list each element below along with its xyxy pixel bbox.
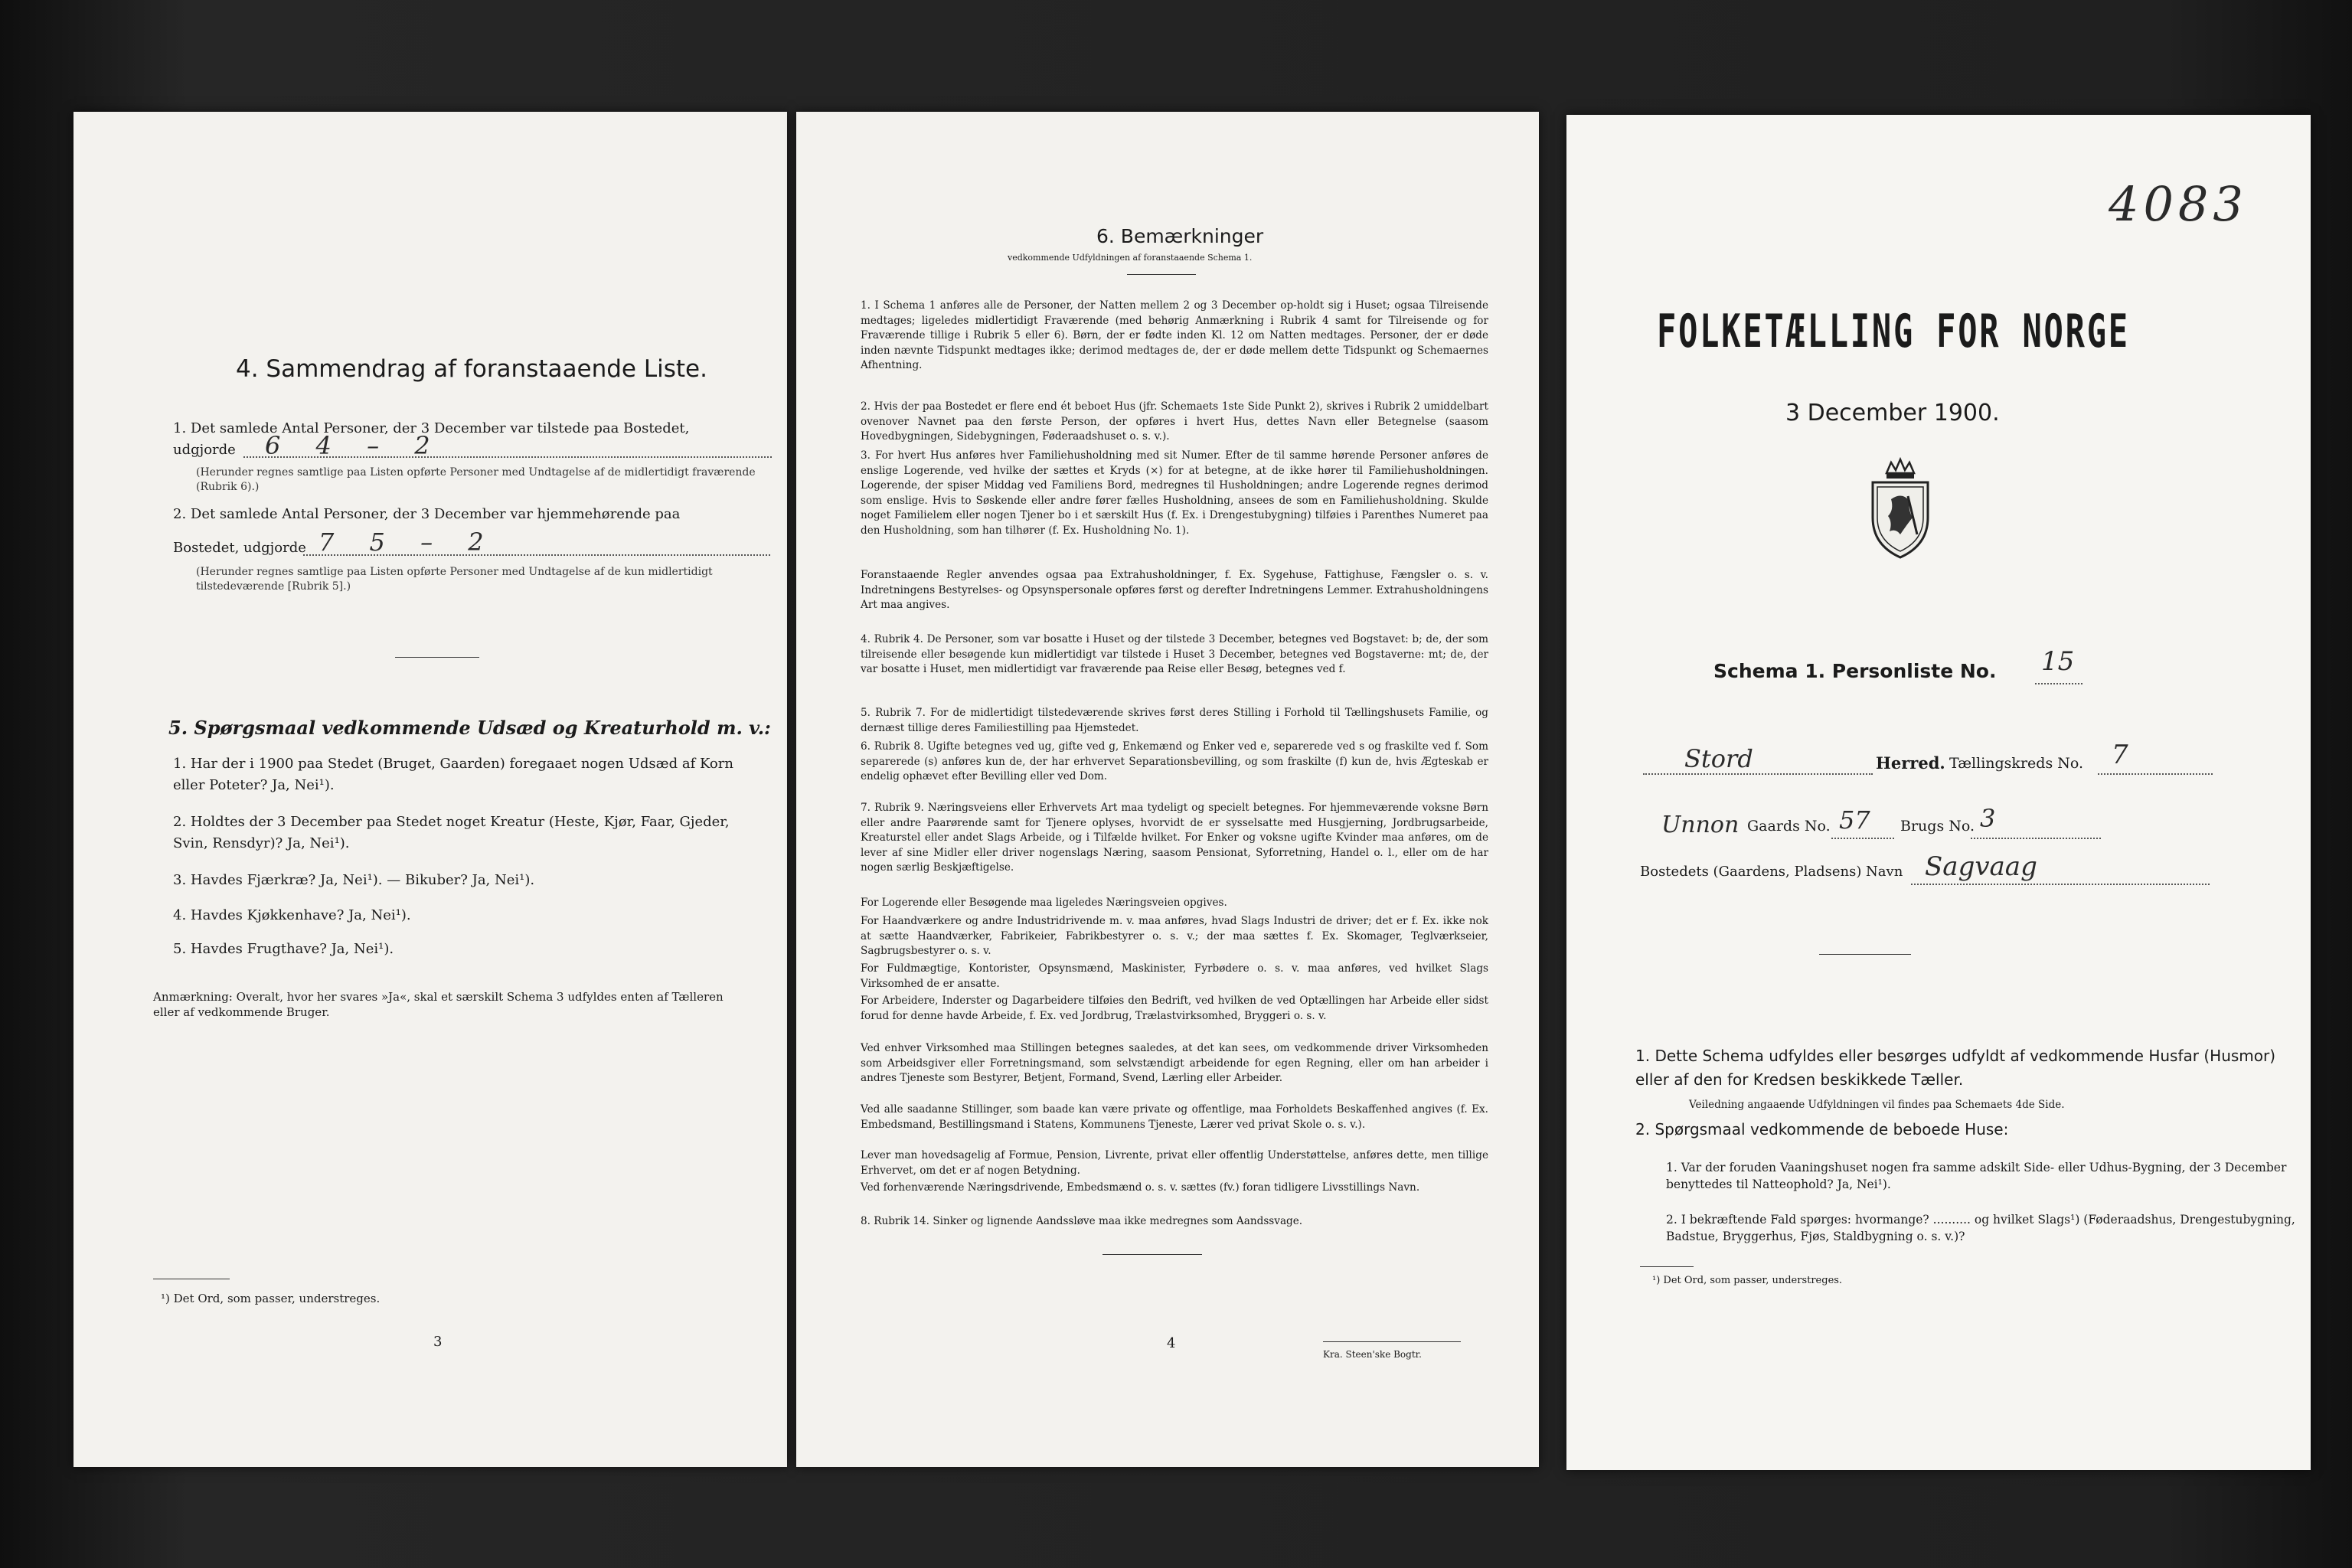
instruction-2-question-1: 1. Var der foruden Vaaningshuset nogen fra samme adskilt Side- eller Udhus-Bygning, der 3 December benyttedes til Natteophold? Ja, Nei¹).: [1666, 1161, 2287, 1191]
footnote: ¹) Det Ord, som passer, understreges.: [161, 1292, 381, 1305]
summary-item-1-text: 1. Det samlede Antal Personer, der 3 December var tilstede paa Bostedet,: [173, 420, 690, 436]
fill-line: [1911, 884, 2210, 885]
remark-7-logerende: For Logerende eller Besøgende maa ligeledes Næringsveien opgives.: [861, 897, 1227, 909]
remark-7-private: Ved alle saadanne Stillinger, som baade kan være private og offentlige, maa Forholdets Beskaffenhed angives (f. Ex. Embedsmand, Bestillingsmand i Statens, Kommunens Tjeneste, Lærer ved privat Skole o. s. v.).: [861, 1103, 1488, 1131]
gaards-number: 57: [1839, 805, 1870, 835]
instruction-2: 2. Spørgsmaal vedkommende de beboede Huse:: [1635, 1120, 2009, 1138]
question-3: 3. Havdes Fjærkræ? Ja, Nei¹). — Bikuber? Ja, Nei¹).: [173, 872, 535, 888]
fill-line: [1643, 773, 1873, 775]
summary-item-2-handwritten: 7 5 – 2: [318, 528, 498, 557]
census-title: FOLKETÆLLING FOR NORGE: [1657, 305, 2130, 358]
fill-line: [1831, 838, 1894, 839]
section-5-title: 5. Spørgsmaal vedkommende Udsæd og Kreaturhold m. v.:: [168, 717, 771, 739]
printer-rule: [1323, 1341, 1461, 1342]
remark-8: 8. Rubrik 14. Sinker og lignende Aandssløve maa ikke medregnes som Aandssvage.: [861, 1215, 1303, 1227]
brugs-number: 3: [1980, 804, 1996, 833]
summary-item-2-text: 2. Det samlede Antal Personer, der 3 December var hjemmehørende paa: [173, 506, 681, 522]
instruction-1: 1. Dette Schema udfyldes eller besørges udfyldt af vedkommende Husfar (Husmor) eller af den for Kredsen beskikkede Tæller.: [1635, 1047, 2276, 1089]
summary-item-1-label: udgjorde: [173, 442, 236, 458]
page-3: [74, 112, 787, 1467]
footnote-rule: [1640, 1266, 1694, 1267]
remark-6: 6. Rubrik 8. Ugifte betegnes ved ug, gifte ved g, Enkemænd og Enker ved e, separerede ved s og fraskilte ved f. Som separerede (s) anføres kun de, der har erhvervet Separationsbevilling, og som fraskilte (f) kun de, hvis Ægteskab er endelig ophævet efter Bevilling eller ved Dom.: [861, 740, 1488, 783]
remark-2: 2. Hvis der paa Bostedet er flere end ét beboet Hus (jfr. Schemaets 1ste Side Punkt 2), skrives i Rubrik 2 umiddelbart ovenover Navnet paa den første Person, der opføres i hvert Hus, dettes Navn eller Betegnelse (saasom Hovedbygningen, Sidebygningen, Føderaadshuset o. s. v.).: [861, 400, 1488, 443]
personliste-number: 15: [2041, 646, 2075, 677]
remark-7-forhenvaerende: Ved forhenværende Næringsdrivende, Embedsmænd o. s. v. sættes (fv.) foran tidligere Livsstillings Navn.: [861, 1181, 1420, 1194]
question-4: 4. Havdes Kjøkkenhave? Ja, Nei¹).: [173, 907, 411, 923]
instruction-1-note: Veiledning angaaende Udfyldningen vil findes paa Schemaets 4de Side.: [1689, 1099, 2065, 1111]
summary-item-1-handwritten: 6 4 – 2: [265, 431, 444, 460]
divider: [1102, 1254, 1202, 1255]
fill-line: [2035, 683, 2082, 684]
remark-7: 7. Rubrik 9. Næringsveiens eller Erhvervets Art maa tydeligt og specielt betegnes. For hjemmeværende voksne Børn eller andre Paarørende samt for Tjenere oplyses, hvorvidt de er sysselsatte med Husgjerning, Jordbrugsarbeide, Kreaturstel eller andet Slags Arbeide, og i Tilfælde hvilket. For Enker og voksne ugifte Kvinder maa anføres, om de lever af sine Midler eller driver nogenslags Næring, saasom Pensionat, Syforretning, Handel o. l., eller om de har nogen særlig Beskjæftigelse.: [861, 802, 1488, 874]
fill-line: [303, 554, 770, 556]
question-5: 5. Havdes Frugthave? Ja, Nei¹).: [173, 941, 394, 957]
summary-item-1-note: (Herunder regnes samtlige paa Listen opførte Personer med Undtagelse af de midlertidigt fraværende (Rubrik 6).): [196, 466, 756, 493]
remark-3: 3. For hvert Hus anføres hver Familiehusholdning med sit Numer. Efter de til samme hørende Personer anføres de enslige Logerende, ved hvilke der sættes et Kryds (×) for at betegne, at de ikke hører til Familiehusholdningen. Logerende, der spiser Middag ved Familiens Bord, medregnes til Husholdningen; andre Logerende regnes derimod som enslige. Hvis to Søskende eller andre fører fælles Husholdning, ansees de som en Familiehusholdning. Skulde noget Familielem eller nogen Tjener bo i et særskilt Hus (f. Ex. i Drengestubygning) tilføies i Parenthes Numeret paa den Husholdning, som han tilhører (f. Ex. Husholdning No. 1).: [861, 449, 1488, 537]
remark-7-industri: For Haandværkere og andre Industridrivende m. v. maa anføres, hvad Slags Industri de driver; det er f. Ex. ikke nok at sætte Haandværker, Fabrikeier, Fabrikbestyrer o. s. v.; der maa sættes f. Ex. Skomager, Teglværkseier, Sagbrugsbestyrer o. s. v.: [861, 915, 1488, 958]
divider: [395, 657, 479, 658]
remarks-title: 6. Bemærkninger: [1096, 225, 1264, 247]
remark-1: 1. I Schema 1 anføres alle de Personer, der Natten mellem 2 og 3 December op-holdt sig i Huset; ogsaa Tilreisende medtages; ligeledes midlertidigt Fraværende (med behørig Anmærkning i Rubrik 4 samt for Tilreisende og for Fraværende tillige i Rubrik 5 eller 6). Børn, der er fødte inden Kl. 12 om Natten medtages. Personer, der er døde inden nævnte Tidspunkt medtages ikke; derimod medtages de, der er døde mellem dette Tidspunkt og Schemaernes Afhentning.: [861, 299, 1488, 372]
page-number: 4: [1167, 1335, 1176, 1351]
title-page: [1566, 115, 2311, 1470]
bosted-label: Bostedets (Gaardens, Pladsens) Navn: [1640, 864, 1903, 880]
remark-7-formue: Lever man hovedsagelig af Formue, Pension, Livrente, privat eller offentlig Understøttelse, anføres dette, men tillige Erhvervet, om det er af nogen Betydning.: [861, 1149, 1488, 1177]
summary-item-2: [173, 504, 763, 559]
remark-7-arbeidere: For Arbeidere, Inderster og Dagarbeidere tilføies den Bedrift, ved hvilken de ved Optællingen har Arbeide eller sidst forud for denne havde Arbeide, f. Ex. ved Jordbrug, Trælastvirksomhed, Bryggeri o. s. v.: [861, 995, 1488, 1022]
remarks-subtitle: vedkommende Udfyldningen af foranstaaende Schema 1.: [1008, 253, 1253, 263]
kreds-label: Tællingskreds No.: [1949, 755, 2083, 772]
page-number: 3: [433, 1334, 443, 1350]
remark-7-fuldmaegtige: For Fuldmægtige, Kontorister, Opsynsmænd, Maskinister, Fyrbødere o. s. v. maa anføres, ved hvilket Slags Virksomhed de er ansatte.: [861, 962, 1488, 990]
remark-7-stilling: Ved enhver Virksomhed maa Stillingen betegnes saaledes, at det kan sees, om vedkommende driver Virksomheden som Arbeidsgiver eller Forretningsmand, som selvstændigt arbeidende for egen Regning, eller om han arbeider i andres Tjeneste som Bestyrer, Betjent, Formand, Svend, Lærling eller Arbeider.: [861, 1042, 1488, 1085]
herred-label: Herred.: [1876, 753, 1945, 773]
page-4: [796, 112, 1539, 1467]
census-date: 3 December 1900.: [1785, 400, 2000, 426]
norwegian-coat-of-arms-icon: [1864, 455, 1937, 560]
summary-item-2-label: Bostedet, udgjorde: [173, 540, 306, 556]
fill-line: [2098, 773, 2213, 775]
archive-number: 4083: [2109, 176, 2248, 232]
fill-line: [243, 456, 772, 458]
remark-5: 5. Rubrik 7. For de midlertidigt tilstedeværende skrives først deres Stilling i Forhold til Tællingshusets Familie, og dernæst tillige deres Familiestilling paa Hjemstedet.: [861, 707, 1488, 734]
summary-item-2-note: (Herunder regnes samtlige paa Listen opførte Personer med Undtagelse af de kun midlertidigt tilstedeværende [Rubrik 5].): [196, 566, 713, 593]
bosted-handwritten: Sagvaag: [1925, 851, 2037, 882]
question-2: 2. Holdtes der 3 December paa Stedet noget Kreatur (Heste, Kjør, Faar, Gjeder, Svin, Rensdyr)? Ja, Nei¹).: [173, 814, 730, 851]
gaard-handwritten: Unnon: [1661, 812, 1740, 838]
instruction-2-question-2: 2. I bekræftende Fald spørges: hvormange? .......... og hvilket Slags¹) (Føderaadshus, Drengestubygning, Badstue, Bryggerhus, Fjøs, Staldbygning o. s. v.)?: [1666, 1213, 2295, 1243]
herred-handwritten: Stord: [1684, 744, 1753, 773]
printer-imprint: Kra. Steen'ske Bogtr.: [1323, 1349, 1422, 1360]
section-4-title: 4. Sammendrag af foranstaaende Liste.: [236, 355, 707, 383]
kreds-number: 7: [2112, 740, 2128, 770]
remark-3-extra: Foranstaaende Regler anvendes ogsaa paa Extrahusholdninger, f. Ex. Sygehuse, Fattighuse, Fængsler o. s. v. Indretningens Bestyrelses- og Opsynspersonale opføres først og derefter Indretningens Lemmer. Extrahusholdningens Art maa angives.: [861, 569, 1488, 612]
brugs-label: Brugs No.: [1900, 818, 1975, 835]
footnote: ¹) Det Ord, som passer, understreges.: [1652, 1275, 1843, 1286]
question-1: 1. Har der i 1900 paa Stedet (Bruget, Gaarden) foregaaet nogen Udsæd af Korn eller Poteter? Ja, Nei¹).: [173, 756, 733, 793]
divider: [1127, 274, 1196, 275]
remark-4: 4. Rubrik 4. De Personer, som var bosatte i Huset og der tilstede 3 December, betegnes ved Bogstavet: b; de, der som tilreisende eller besøgende kun midlertidigt var tilstede i Huset 3 December, betegnes ved Bogstaverne: mt; de, der var bosatte i Huset, men midlertidigt var fraværende paa Reise eller Besøg, betegnes ved f.: [861, 633, 1488, 676]
remark: Anmærkning: Overalt, hvor her svares »Ja«, skal et særskilt Schema 3 udfyldes enten af Tælleren eller af vedkommende Bruger.: [153, 990, 724, 1019]
fill-line: [1971, 838, 2101, 839]
summary-item-1: [173, 418, 763, 461]
divider: [1819, 954, 1911, 955]
gaards-label: Gaards No.: [1747, 818, 1831, 835]
schema-label: Schema 1. Personliste No.: [1713, 660, 1997, 682]
